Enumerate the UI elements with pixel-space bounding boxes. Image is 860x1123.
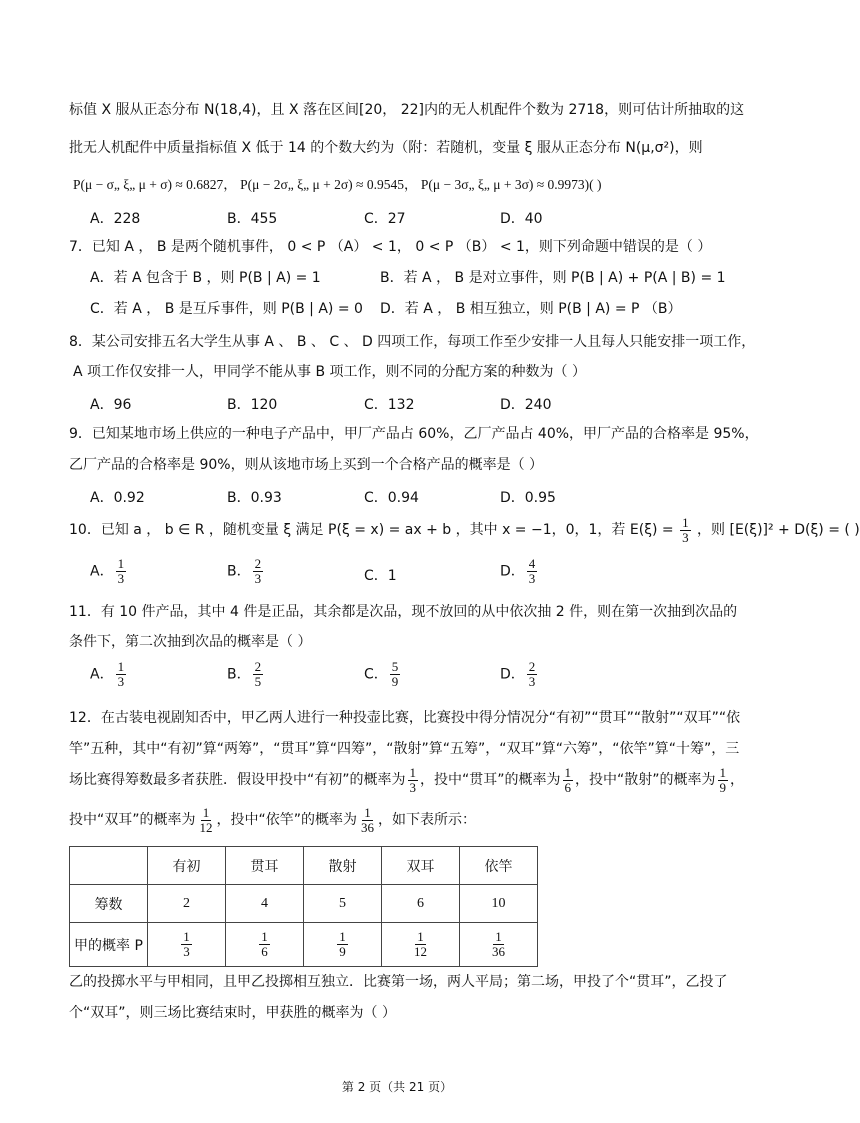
q12-fraction-youchu [408, 766, 419, 795]
q12-line-4 [69, 803, 476, 837]
table-header-cell [70, 847, 148, 885]
option-label: C．1 [364, 568, 397, 584]
q12-after-line-2: 个“双耳”，则三场比赛结束时，甲获胜的概率为（ ） [69, 1005, 396, 1021]
fraction-numerator: 1 [682, 514, 689, 530]
option-label: B． [227, 666, 251, 683]
q8-option-c: C．132 [364, 397, 415, 413]
fraction-numerator: 1 [202, 804, 210, 820]
q10-options [90, 557, 650, 591]
option-fraction [527, 557, 538, 586]
q7-stem: 7．已知 A ， B 是两个随机事件， 0 < P （A） < 1， 0 < P （B） < 1，则下列命题中错误的是（ ） [69, 239, 712, 255]
q11-line-1: 11．有 10 件产品，其中 4 件是正品，其余都是次品，现不放回的从中依次抽 2 件，则在第一次抽到次品的 [69, 604, 738, 620]
q12-line-2: 竿”五种，其中“有初”算“两筹”，“贯耳”算“四筹”，“散射”算“五筹”，“双耳”算“六筹”，“依竿”算“十筹”，三 [69, 741, 740, 757]
option-label: A． [90, 666, 114, 683]
fraction-denominator: 12 [414, 944, 427, 959]
fraction-denominator: 36 [492, 944, 505, 959]
table-cell [460, 923, 538, 967]
fraction-denominator: 6 [261, 944, 268, 959]
option-fraction [253, 660, 264, 689]
fraction-denominator: 9 [391, 674, 399, 689]
q6-line-2: 批无人机配件中质量指标值 X 低于 14 的个数大约为（附：若随机，变量 ξ 服从正态分布 N(μ,σ²)，则 [69, 140, 703, 156]
q9-option-a: A．0.92 [90, 490, 145, 506]
q10-stem-fraction [680, 516, 691, 545]
q12-fraction-guaner [563, 766, 574, 795]
q7-option-b: B．若 A ， B 是对立事件，则 P(B | A) + P(A | B) = 1 [380, 270, 726, 286]
option-fraction [527, 660, 538, 689]
fraction-numerator: 1 [117, 556, 125, 571]
option-fraction [116, 557, 127, 586]
comma: ， [730, 772, 745, 788]
table-cell: 5 [304, 885, 382, 923]
table-header-cell: 有初 [148, 847, 226, 885]
q12-line-3 [69, 763, 744, 797]
fraction-denominator: 3 [528, 571, 536, 586]
fraction-numerator: 1 [409, 764, 417, 780]
q12-line-4c: ，如下表所示： [378, 812, 477, 828]
q11-option-d [500, 660, 539, 689]
option-label: D． [500, 666, 525, 683]
q8-option-b: B．120 [227, 397, 278, 413]
fraction-numerator: 1 [261, 929, 268, 944]
q6-option-c: C．27 [364, 211, 406, 227]
q10-option-b [227, 557, 265, 586]
q10-stem-b: ，则 [E(ξ)]² + D(ξ) = ( ) [697, 522, 860, 538]
fraction-denominator: 6 [564, 779, 572, 795]
fraction-numerator: 5 [391, 659, 399, 674]
q12-line-3a: 场比赛得筹数最多者获胜．假设甲投中“有初”的概率为 [69, 772, 406, 788]
q6-option-a: A．228 [90, 211, 141, 227]
table-cell [226, 923, 304, 967]
table-header-cell: 贯耳 [226, 847, 304, 885]
option-label: C． [364, 666, 388, 683]
option-label: D． [500, 563, 525, 580]
q12-line-1: 12．在古装电视剧知否中，甲乙两人进行一种投壶比赛，比赛投中得分情况分“有初”“贯耳”“散射”“双耳”“依 [69, 710, 741, 726]
table-row [70, 885, 538, 923]
fraction-denominator: 3 [409, 779, 417, 795]
q8-option-a: A．96 [90, 397, 132, 413]
fraction-denominator: 9 [719, 779, 727, 795]
score-table [69, 846, 538, 967]
option-fraction [116, 660, 127, 689]
q12-line-3c: ，投中“散射”的概率为 [575, 772, 716, 788]
fraction-numerator: 1 [364, 804, 371, 820]
option-fraction [253, 557, 264, 586]
q11-line-2: 条件下，第二次抽到次品的概率是（ ） [69, 634, 312, 650]
table-row-label: 筹数 [70, 885, 148, 923]
fraction-denominator: 3 [528, 674, 536, 689]
fraction-numerator: 1 [417, 929, 424, 944]
q9-option-c: C．0.94 [364, 490, 419, 506]
q9-line-1: 9．已知某地市场上供应的一种电子产品中，甲厂产品占 60%，乙厂产品占 40%，甲厂产品的合格率是 95%， [69, 426, 759, 442]
table-header-cell: 双耳 [382, 847, 460, 885]
q6-line-3: P(μ − σ„ ξ„ μ + σ) ≈ 0.6827， P(μ − 2σ„ ξ„ μ + 2σ) ≈ 0.9545， P(μ − 3σ„ ξ„ μ + 3σ) ≈ 0.9973)( ) [73, 177, 602, 192]
q6-option-d: D．40 [500, 211, 543, 227]
fraction-denominator: 3 [117, 571, 125, 586]
q12-fraction-shuanger [198, 806, 215, 835]
cell-fraction [181, 930, 192, 959]
fraction-numerator: 1 [183, 929, 190, 944]
q8-line-1: 8．某公司安排五名大学生从事 A 、 B 、 C 、 D 四项工作，每项工作至少安排一人且每人只能安排一项工作， [69, 334, 756, 350]
q11-option-b [227, 660, 265, 689]
cell-fraction [259, 930, 270, 959]
table-cell [304, 923, 382, 967]
q7-option-d: D．若 A ， B 相互独立，则 P(B | A) = P （B） [380, 301, 682, 317]
fraction-denominator: 9 [339, 944, 346, 959]
cell-fraction [412, 930, 429, 959]
fraction-numerator: 1 [339, 929, 346, 944]
q7-option-a: A．若 A 包含于 B ，则 P(B | A) = 1 [90, 270, 321, 286]
fraction-denominator: 3 [183, 944, 190, 959]
table-cell: 10 [460, 885, 538, 923]
q12-line-3b: ，投中“贯耳”的概率为 [420, 772, 561, 788]
q9-line-2: 乙厂产品的合格率是 90%，则从该地市场上买到一个合格产品的概率是（ ） [69, 457, 544, 473]
fraction-numerator: 2 [528, 659, 536, 674]
q12-line-4b: ，投中“依竿”的概率为 [216, 812, 358, 828]
table-row-label: 甲的概率 P [70, 923, 148, 967]
table-header-row [70, 847, 538, 885]
table-header-cell: 依竿 [460, 847, 538, 885]
q6-option-b: B．455 [227, 211, 278, 227]
q12-line-4a: 投中“双耳”的概率为 [69, 812, 196, 828]
table-cell [382, 923, 460, 967]
q7-option-c: C．若 A ， B 是互斥事件，则 P(B | A) = 0 [90, 301, 363, 317]
table-cell: 4 [226, 885, 304, 923]
option-fraction [390, 660, 401, 689]
fraction-numerator: 2 [254, 556, 262, 571]
fraction-numerator: 1 [564, 764, 572, 780]
q11-options [90, 660, 650, 694]
q10-option-c [364, 565, 397, 585]
table-cell: 6 [382, 885, 460, 923]
fraction-numerator: 4 [528, 556, 536, 571]
fraction-numerator: 1 [719, 764, 727, 780]
q8-option-d: D．240 [500, 397, 552, 413]
fraction-numerator: 1 [495, 929, 502, 944]
table-row [70, 923, 538, 967]
q11-option-a [90, 660, 128, 689]
table-cell [148, 923, 226, 967]
q6-line-1: 标值 X 服从正态分布 N(18,4)，且 X 落在区间[20， 22]内的无人机配件个数为 2718，则可估计所抽取的这 [69, 102, 745, 118]
q12-after-line-1: 乙的投掷水平与甲相同，且甲乙投掷相互独立．比赛第一场，两人平局；第二场，甲投了个“贯耳”，乙投了 [69, 974, 728, 990]
table-header-cell: 散射 [304, 847, 382, 885]
q12-fraction-yigan [359, 806, 376, 835]
option-label: B． [227, 563, 251, 580]
q10-option-a [90, 557, 128, 586]
fraction-numerator: 2 [254, 659, 262, 674]
fraction-denominator: 12 [199, 819, 213, 835]
q11-option-c [364, 660, 402, 689]
q12-fraction-sanshe [718, 766, 729, 795]
fraction-numerator: 1 [117, 659, 125, 674]
fraction-denominator: 3 [682, 529, 689, 545]
cell-fraction [337, 930, 348, 959]
q10-stem-a: 10．已知 a ， b ∈ R ，随机变量 ξ 满足 P(ξ = x) = ax + b ，其中 x = −1，0，1，若 E(ξ) = [69, 522, 674, 538]
page-footer: 第 2 页（共 21 页） [341, 1080, 453, 1094]
option-label: A． [90, 563, 114, 580]
fraction-denominator: 5 [254, 674, 262, 689]
q8-line-2: A 项工作仅安排一人，甲同学不能从事 B 项工作，则不同的分配方案的种数为（ ） [73, 364, 586, 380]
fraction-denominator: 36 [361, 819, 375, 835]
table-cell: 2 [148, 885, 226, 923]
fraction-denominator: 3 [254, 571, 262, 586]
q10-option-d [500, 557, 539, 586]
fraction-denominator: 3 [117, 674, 125, 689]
q9-option-d: D．0.95 [500, 490, 556, 506]
cell-fraction [490, 930, 507, 959]
q9-option-b: B．0.93 [227, 490, 282, 506]
q10-stem [69, 515, 860, 545]
